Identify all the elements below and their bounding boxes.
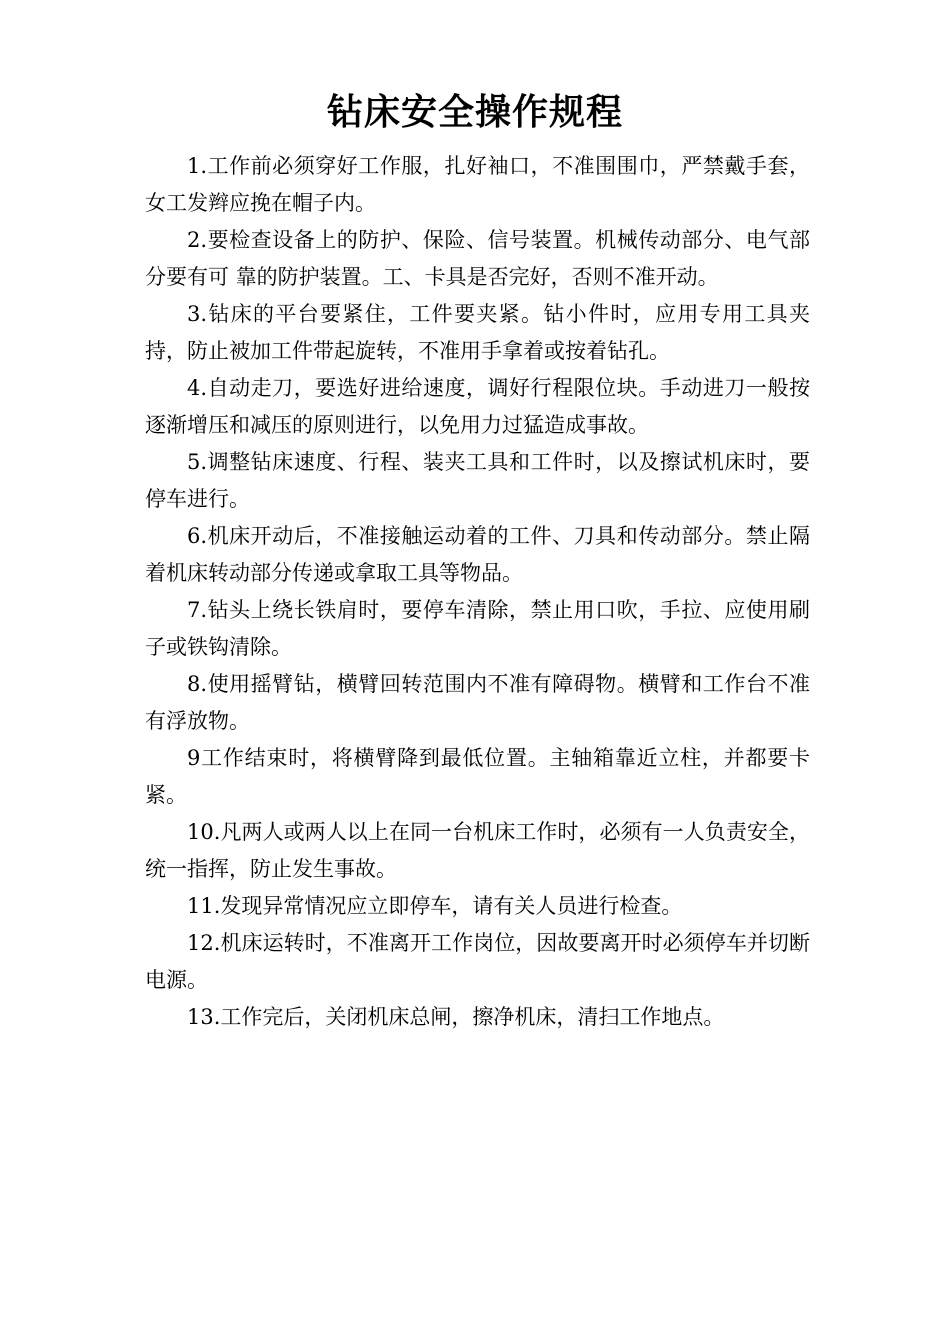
clause-2: 2.要检查设备上的防护、保险、信号装置。机械传动部分、电气部分要有可 靠的防护装置。工、卡具是否完好，否则不准开动。	[145, 228, 810, 289]
document-title: 钻床安全操作规程	[326, 92, 623, 133]
clause-12: 12.机床运转时，不准离开工作岗位，因故要离开时必须停车并切断电源。	[145, 931, 810, 992]
clause-13: 13.工作完后，关闭机床总闸，擦净机床，清扫工作地点。	[187, 1005, 725, 1029]
clause-10: 10.凡两人或两人以上在同一台机床工作时，必须有一人负责安全，统一指挥，防止发生事故。	[145, 820, 810, 881]
clause-4: 4.自动走刀，要选好进给速度，调好行程限位块。手动进刀一般按逐渐增压和减压的原则进行，以免用力过猛造成事故。	[145, 376, 810, 437]
document-body	[145, 148, 810, 1036]
clause-5: 5.调整钻床速度、行程、装夹工具和工件时，以及擦试机床时，要停车进行。	[145, 450, 810, 511]
clause-11: 11.发现异常情况应立即停车，请有关人员进行检查。	[187, 894, 683, 918]
clause-3: 3.钻床的平台要紧住，工件要夹紧。钻小件时，应用专用工具夹持，防止被加工件带起旋转，不准用手拿着或按着钻孔。	[145, 302, 810, 363]
clause-1: 1.工作前必须穿好工作服，扎好袖口，不准围围巾，严禁戴手套，女工发辫应挽在帽子内。	[145, 154, 810, 215]
clause-6: 6.机床开动后，不准接触运动着的工件、刀具和传动部分。禁止隔着机床转动部分传递或拿取工具等物品。	[145, 524, 810, 585]
clause-7: 7.钻头上绕长铁肩时，要停车清除，禁止用口吹，手拉、应使用刷子或铁钩清除。	[145, 598, 810, 659]
clause-9: 9工作结束时，将横臂降到最低位置。主轴箱靠近立柱，并都要卡紧。	[145, 746, 810, 807]
clause-8: 8.使用摇臂钻，横臂回转范围内不准有障碍物。横臂和工作台不准有浮放物。	[145, 672, 810, 733]
